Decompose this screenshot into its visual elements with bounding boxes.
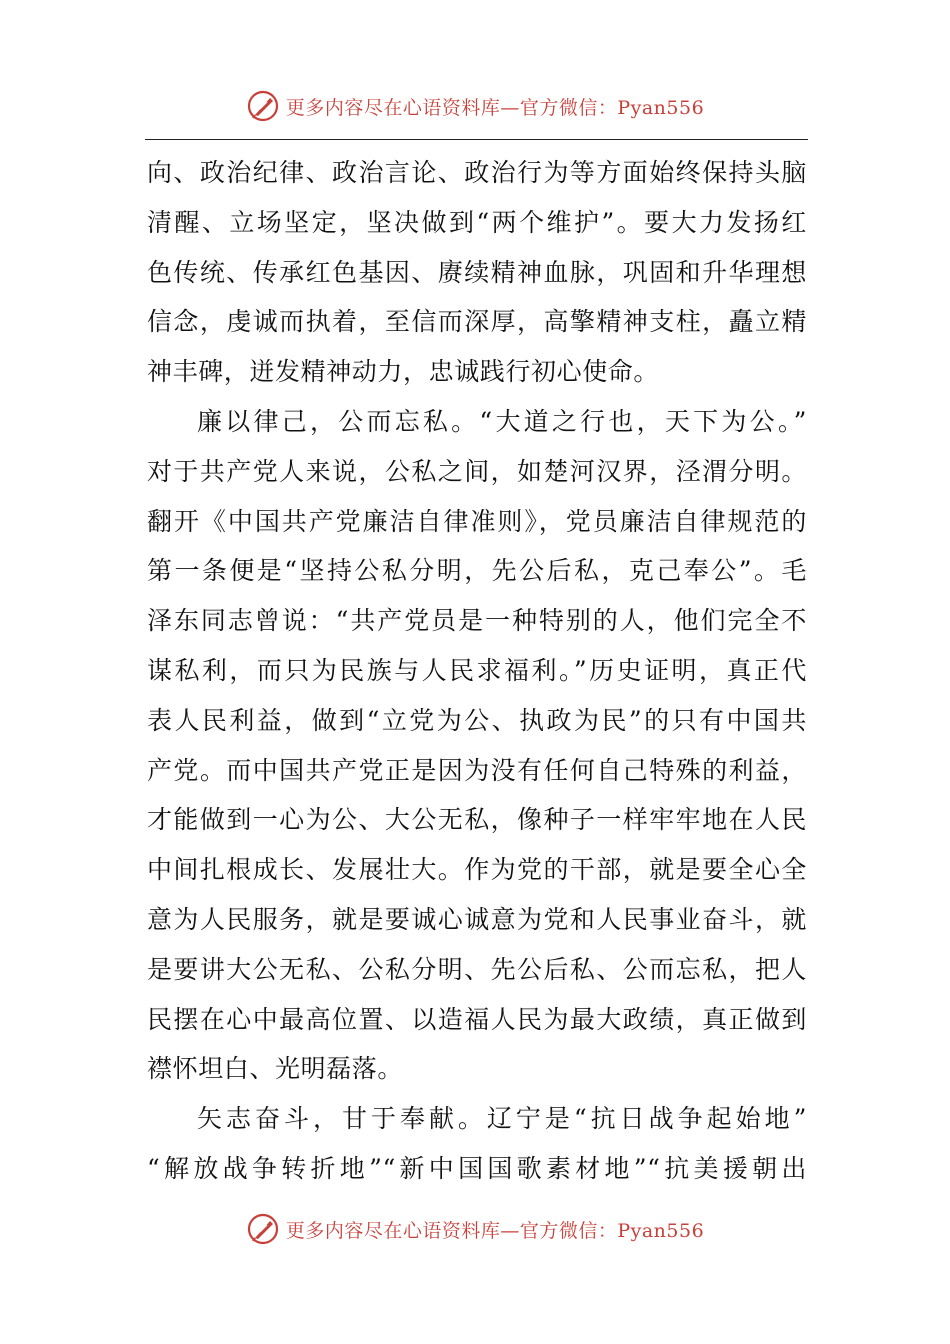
body-line: 信念，虔诚而执着，至信而深厚，高擎精神支柱，矗立精	[147, 307, 807, 337]
body-line: 表人民利益，做到“立党为公、执政为民”的只有中国共	[147, 705, 807, 735]
body-line: 意为人民服务，就是要诚心诚意为党和人民事业奋斗，就	[147, 904, 807, 934]
body-line: 中间扎根成长、发展壮大。作为党的干部，就是要全心全	[147, 855, 807, 885]
body-line: 翻开《中国共产党廉洁自律准则》，党员廉洁自律规范的	[147, 506, 807, 536]
body-line: 民摆在心中最高位置、以造福人民为最大政绩，真正做到	[147, 1004, 807, 1034]
body-line: 神丰碑，迸发精神动力，忠诚践行初心使命。	[147, 357, 660, 387]
paragraph-start-line: 廉以律己，公而忘私。“大道之行也，天下为公。”	[197, 406, 807, 436]
body-line: 产党。而中国共产党正是因为没有任何自己特殊的利益，	[147, 755, 807, 785]
body-line: 泽东同志曾说：“共产党员是一种特别的人，他们完全不	[147, 606, 807, 636]
body-line: 谋私利，而只为民族与人民求福利。”历史证明，真正代	[147, 655, 807, 685]
document-body	[147, 148, 807, 1194]
header-watermark-banner	[0, 86, 950, 126]
body-line: 襟怀坦白、光明磊落。	[147, 1054, 404, 1084]
body-line: 第一条便是“坚持公私分明，先公后私，克己奉公”。毛	[147, 556, 807, 586]
body-line: 清醒、立场坚定，坚决做到“两个维护”。要大力发扬红	[147, 207, 807, 237]
header-divider	[145, 139, 808, 140]
body-line: 对于共产党人来说，公私之间，如楚河汉界，泾渭分明。	[147, 456, 807, 486]
body-line: 才能做到一心为公、大公无私，像种子一样牢牢地在人民	[147, 805, 807, 835]
quill-logo-icon	[246, 89, 280, 123]
body-line: “解放战争转折地”“新中国国歌素材地”“抗美援朝出	[147, 1153, 807, 1183]
body-line: 色传统、传承红色基因、赓续精神血脉，巩固和升华理想	[147, 257, 807, 287]
body-line: 是要讲大公无私、公私分明、先公后私、公而忘私，把人	[147, 954, 807, 984]
body-line: 向、政治纪律、政治言论、政治行为等方面始终保持头脑	[147, 158, 807, 187]
footer-watermark-text: 更多内容尽在心语资料库—官方微信：Pyan556	[285, 1219, 705, 1242]
header-watermark-text: 更多内容尽在心语资料库—官方微信：Pyan556	[285, 96, 705, 119]
paragraph-start-line: 矢志奋斗，甘于奉献。辽宁是“抗日战争起始地”	[197, 1104, 807, 1134]
footer-watermark-banner	[0, 1209, 950, 1249]
quill-logo-icon	[246, 1212, 280, 1246]
